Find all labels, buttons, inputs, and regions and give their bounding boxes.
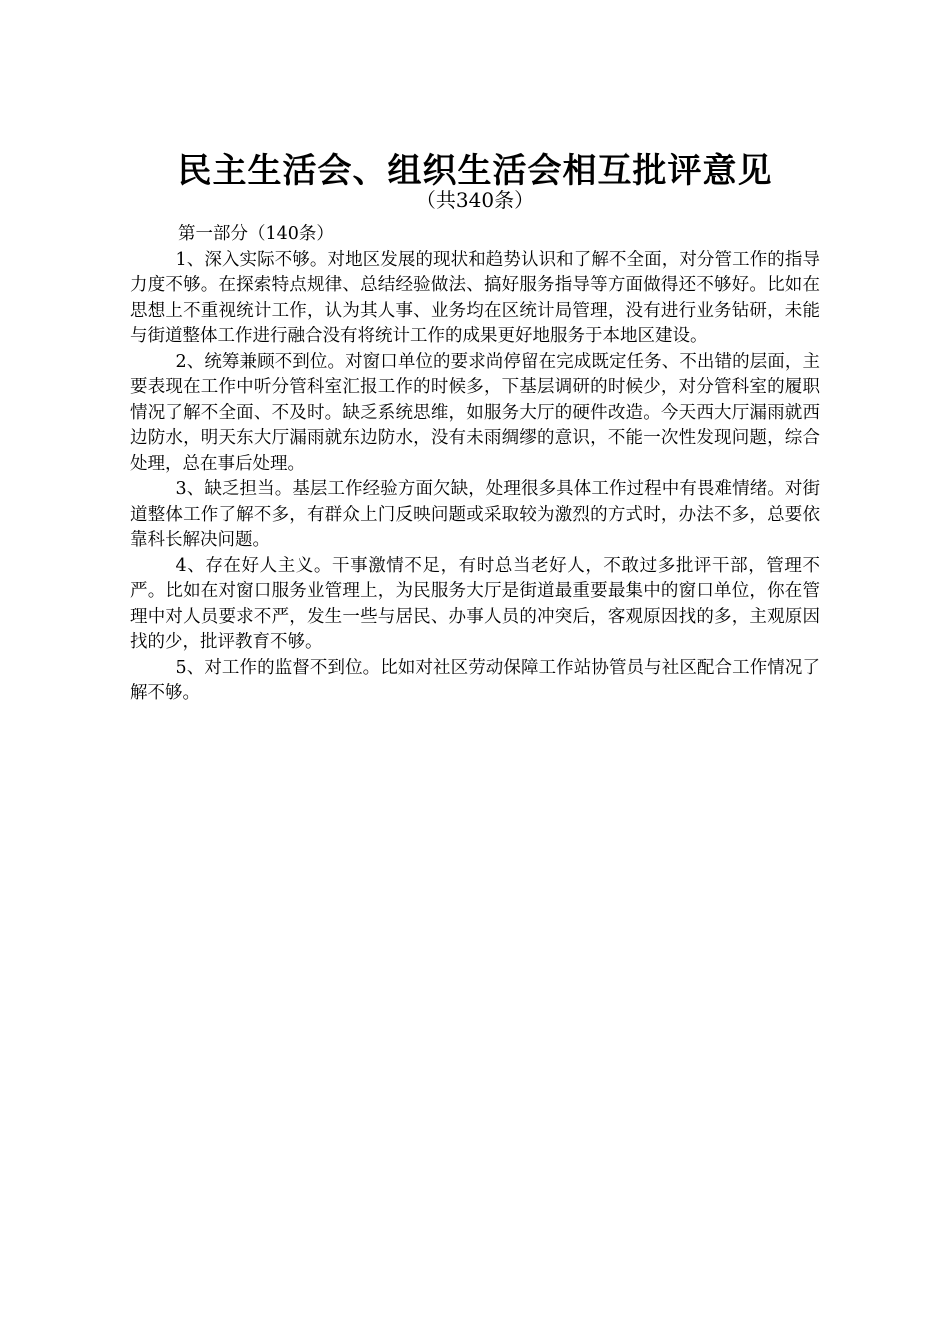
document-subtitle: （共340条） <box>415 188 535 212</box>
document-body <box>130 222 820 707</box>
paragraph-1: 1、深入实际不够。对地区发展的现状和趋势认识和了解不全面，对分管工作的指导力度不够。在探索特点规律、总结经验做法、搞好服务指导等方面做得还不够好。比如在思想上不重视统计工作，认为其人事、业务均在区统计局管理，没有进行业务钻研，未能与街道整体工作进行融合没有将统计工作的成果更好地服务于本地区建设。 <box>130 249 820 346</box>
paragraph-4: 4、存在好人主义。干事激情不足，有时总当老好人，不敢过多批评干部，管理不严。比如在对窗口服务业管理上，为民服务大厅是街道最重要最集中的窗口单位，你在管理中对人员要求不严，发生一些与居民、办事人员的冲突后，客观原因找的多，主观原因找的少，批评教育不够。 <box>130 555 820 652</box>
paragraph-3: 3、缺乏担当。基层工作经验方面欠缺，处理很多具体工作过程中有畏难情绪。对街道整体工作了解不多，有群众上门反映问题或采取较为激烈的方式时，办法不多，总要依靠科长解决问题。 <box>130 479 820 550</box>
paragraph-5: 5、对工作的监督不到位。比如对社区劳动保障工作站协管员与社区配合工作情况了解不够。 <box>130 657 820 703</box>
document-title: 民主生活会、组织生活会相互批评意见 <box>177 150 773 191</box>
paragraph-2: 2、统筹兼顾不到位。对窗口单位的要求尚停留在完成既定任务、不出错的层面，主要表现在工作中听分管科室汇报工作的时候多，下基层调研的时候少，对分管科室的履职情况了解不全面、不及时。缺乏系统思维，如服务大厅的硬件改造。今天西大厅漏雨就西边防水，明天东大厅漏雨就东边防水，没有未雨绸缪的意识，不能一次性发现问题，综合处理，总在事后处理。 <box>130 351 820 474</box>
section-heading: 第一部分（140条） <box>178 224 334 244</box>
